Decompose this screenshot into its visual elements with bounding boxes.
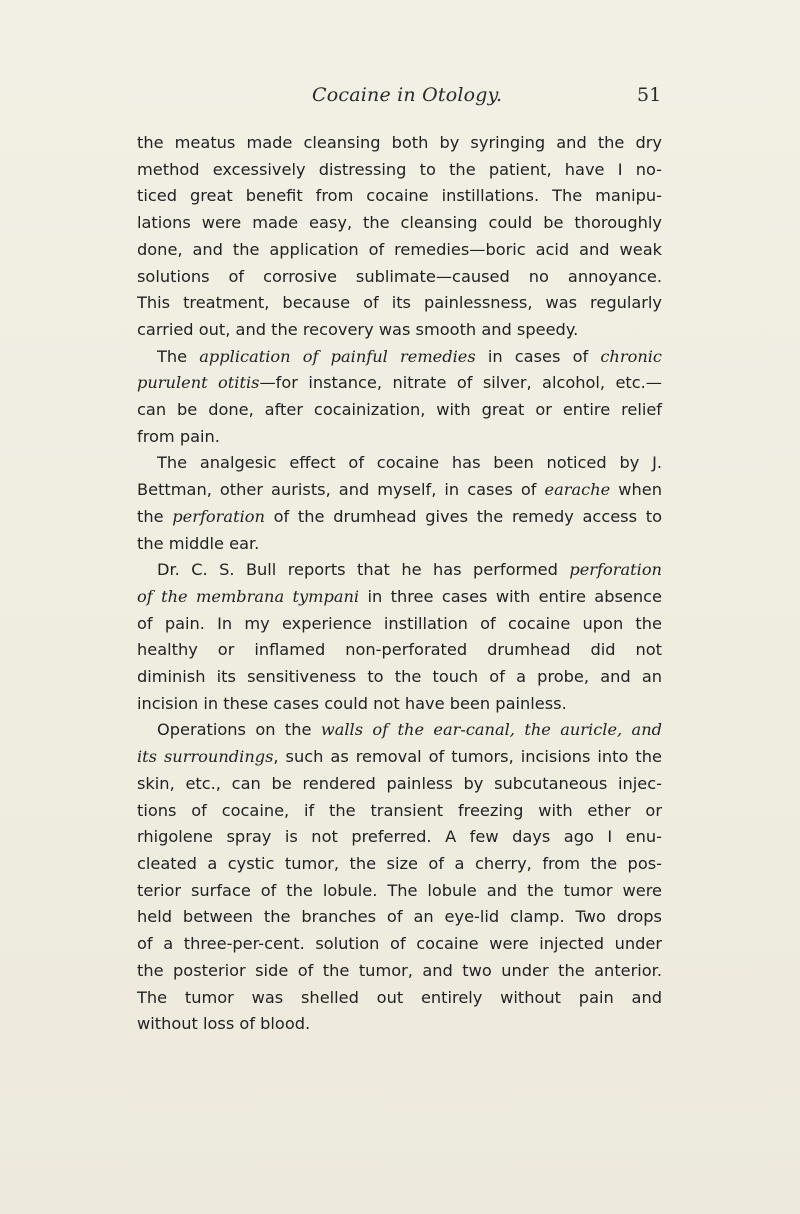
- text-segment: ticed great benefit from cocaine instillations. The manipu-: [137, 186, 662, 206]
- text-segment: solutions of corrosive sublimate—caused no annoyance.: [137, 266, 662, 286]
- text-line: [137, 611, 662, 638]
- text-line: [137, 744, 662, 771]
- text-segment: terior surface of the lobule. The lobule and the tumor were: [137, 880, 662, 900]
- text-line: [137, 717, 662, 744]
- text-line: [137, 584, 662, 611]
- text-line: [137, 691, 662, 718]
- text-line: [137, 771, 662, 798]
- italic-phrase: purulent otitis: [137, 373, 260, 393]
- text-segment: incision in these cases could not have been painless.: [137, 693, 567, 713]
- text-line: [137, 237, 662, 264]
- text-segment: the posterior side of the tumor, and two under the anterior.: [137, 960, 662, 980]
- text-segment: of a three-per-cent. solution of cocaine were injected under: [137, 934, 662, 954]
- text-line: [137, 157, 662, 184]
- text-line: [137, 477, 662, 504]
- text-segment: from pain.: [137, 426, 220, 446]
- text-line: [137, 397, 662, 424]
- text-segment: healthy or inflamed non-perforated drumhead did not: [137, 640, 662, 660]
- text-line: [137, 824, 662, 851]
- text-segment: the middle ear.: [137, 533, 260, 553]
- italic-phrase: walls of the ear-canal, the auricle, and: [320, 720, 662, 740]
- text-segment: when: [610, 480, 662, 500]
- text-line: [137, 851, 662, 878]
- text-line: [137, 370, 662, 397]
- text-segment: The tumor was shelled out entirely without pain and: [137, 987, 662, 1007]
- text-line: [137, 931, 662, 958]
- text-segment: carried out, and the recovery was smooth and speedy.: [137, 319, 579, 339]
- text-line: [137, 904, 662, 931]
- text-line: [137, 985, 662, 1012]
- text-segment: skin, etc., can be rendered painless by subcutaneous injec-: [137, 773, 662, 793]
- text-line: [137, 210, 662, 237]
- text-segment: rhigolene spray is not preferred. A few days ago I enu-: [137, 827, 662, 847]
- text-line: [137, 557, 662, 584]
- text-segment: done, and the application of remedies—boric acid and weak: [137, 239, 662, 259]
- italic-phrase: perforation: [172, 506, 265, 526]
- text-line: [137, 664, 662, 691]
- text-segment: Operations on the: [157, 720, 321, 740]
- text-segment: The analgesic effect of cocaine has been noticed by J.: [157, 453, 662, 473]
- text-segment: of the drumhead gives the remedy access to: [264, 506, 662, 526]
- italic-phrase: application of painful remedies: [199, 346, 476, 366]
- text-line: [137, 317, 662, 344]
- text-segment: The: [157, 346, 200, 366]
- text-segment: Bettman, other aurists, and myself, in cases of: [137, 480, 545, 500]
- text-segment: , such as removal of tumors, incisions into the: [273, 747, 662, 767]
- text-line: [137, 798, 662, 825]
- text-line: [137, 1011, 662, 1038]
- text-segment: This treatment, because of its painlessness, was regularly: [137, 293, 662, 313]
- text-segment: without loss of blood.: [137, 1014, 311, 1034]
- text-segment: method excessively distressing to the patient, have I no-: [137, 159, 662, 179]
- italic-phrase: of the membrana tympani: [137, 586, 360, 606]
- text-segment: cleated a cystic tumor, the size of a cherry, from the pos-: [137, 853, 662, 873]
- text-line: [137, 637, 662, 664]
- text-line: [137, 504, 662, 531]
- text-segment: in cases of: [475, 346, 601, 366]
- text-segment: in three cases with entire absence: [359, 586, 662, 606]
- text-line: [137, 878, 662, 905]
- italic-phrase: chronic: [600, 346, 662, 366]
- running-title: Cocaine in Otology.: [312, 84, 503, 106]
- text-segment: —for instance, nitrate of silver, alcohol, etc.—: [259, 373, 662, 393]
- text-segment: can be done, after cocainization, with great or entire relief: [137, 400, 662, 420]
- page-number: 51: [637, 84, 662, 106]
- text-line: [137, 424, 662, 451]
- text-line: [137, 344, 662, 371]
- text-segment: Dr. C. S. Bull reports that he has performed: [157, 560, 570, 580]
- text-line: [137, 290, 662, 317]
- text-line: [137, 958, 662, 985]
- italic-phrase: earache: [544, 480, 611, 500]
- text-segment: the: [137, 506, 173, 526]
- text-segment: lations were made easy, the cleansing could be thoroughly: [137, 213, 662, 233]
- text-segment: diminish its sensitiveness to the touch of a probe, and an: [137, 667, 662, 687]
- italic-phrase: perforation: [569, 560, 662, 580]
- text-segment: the meatus made cleansing both by syringing and the dry: [137, 133, 662, 152]
- text-line: [137, 130, 662, 157]
- text-line: [137, 264, 662, 291]
- italic-phrase: its surroundings: [137, 747, 274, 767]
- text-line: [137, 450, 662, 477]
- text-segment: tions of cocaine, if the transient freezing with ether or: [137, 800, 662, 820]
- text-segment: held between the branches of an eye-lid clamp. Two drops: [137, 907, 662, 927]
- body-text: [137, 130, 662, 1038]
- text-segment: of pain. In my experience instillation of cocaine upon the: [137, 613, 662, 633]
- text-line: [137, 183, 662, 210]
- text-line: [137, 531, 662, 558]
